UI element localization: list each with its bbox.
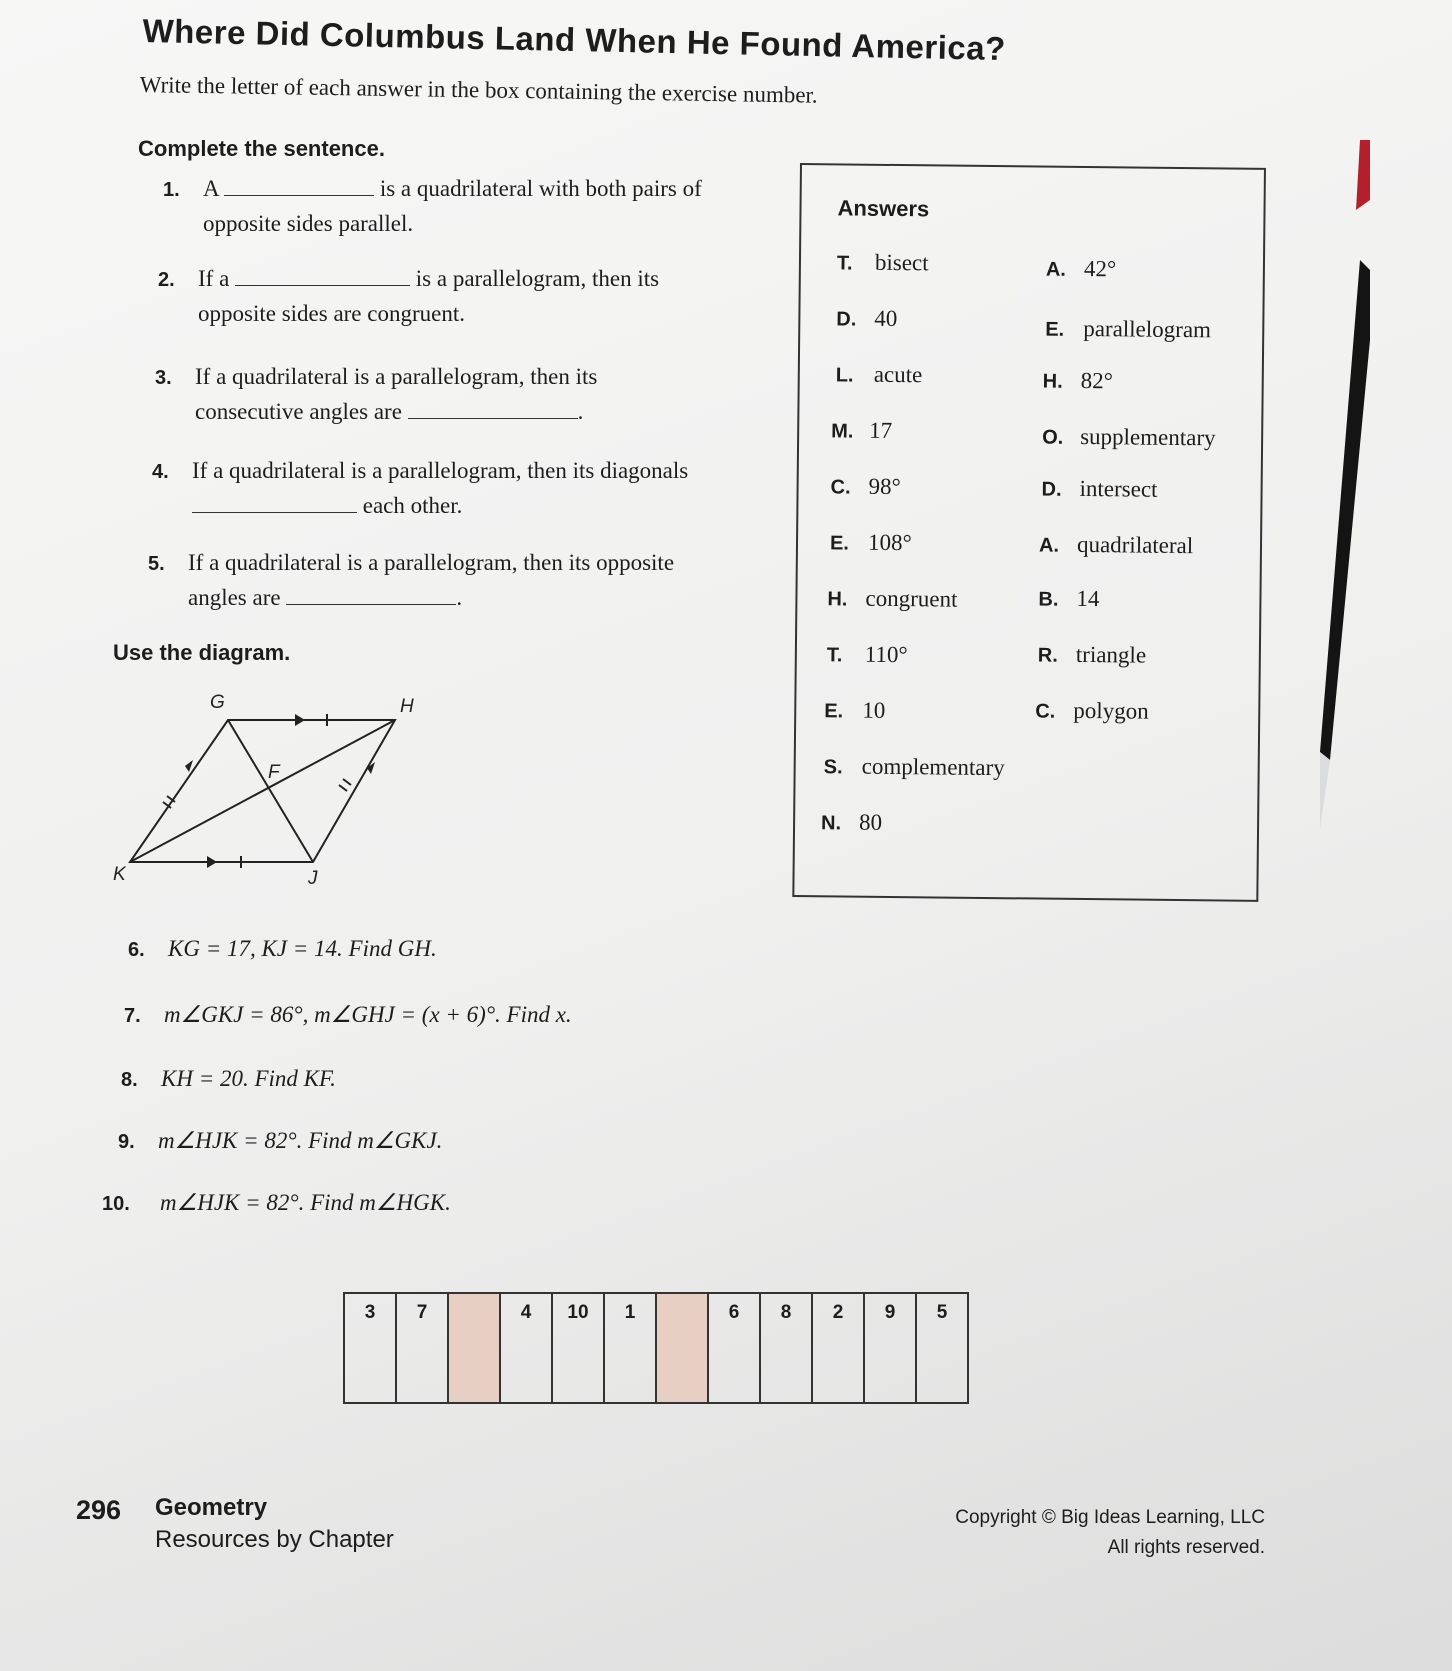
grid-cell[interactable]: 1 <box>604 1293 656 1403</box>
answer-option: T. 110° <box>826 641 908 668</box>
answer-blank <box>235 271 410 286</box>
grid-cell-shaded <box>656 1293 708 1403</box>
diagram-heading: Use the diagram. <box>113 640 291 665</box>
vertex-label-j: J <box>308 868 318 889</box>
question-3: 3. If a quadrilateral is a parallelogram, then its consecutive angles are . <box>155 360 597 429</box>
pen-icon <box>1320 140 1370 900</box>
answers-box <box>792 163 1266 902</box>
copyright: Copyright © Big Ideas Learning, LLC All rights reserved. <box>955 1507 1265 1558</box>
answer-option: O. supplementary <box>1042 423 1216 451</box>
question-1: 1. A is a quadrilateral with both pairs of opposite sides parallel. <box>163 172 702 241</box>
page-title: Where Did Columbus Land When He Found America? <box>142 12 1007 68</box>
exercise-8: 8. KH = 20. Find KF. <box>121 1066 336 1091</box>
grid-cell[interactable]: 2 <box>812 1293 864 1403</box>
grid-cell[interactable]: 6 <box>708 1293 760 1403</box>
answer-option: E. 10 <box>824 697 886 723</box>
answer-option: B. 14 <box>1038 585 1100 612</box>
exercise-6: 6. KG = 17, KJ = 14. Find GH. <box>128 936 437 961</box>
grid-cell[interactable]: 7 <box>396 1293 448 1403</box>
question-number: 2. <box>158 269 175 291</box>
grid-cell[interactable]: 4 <box>500 1293 552 1403</box>
parallel-arrow-icon <box>185 760 193 772</box>
question-number: 3. <box>155 367 172 389</box>
question-5: 5. If a quadrilateral is a parallelogram, then its opposite angles are . <box>148 546 674 615</box>
parallel-arrow-icon <box>207 856 217 868</box>
vertex-label-k: K <box>113 864 126 885</box>
tick-mark <box>343 779 351 785</box>
answer-option: D. intersect <box>1041 475 1158 502</box>
answer-grid <box>343 1292 969 1404</box>
answers-title: Answers <box>837 195 930 222</box>
grid-cell-shaded <box>448 1293 500 1403</box>
answer-option: M. 17 <box>831 417 893 443</box>
question-number: 5. <box>148 553 165 575</box>
answer-option: H. 82° <box>1042 367 1114 394</box>
grid-cell[interactable]: 9 <box>864 1293 916 1403</box>
answer-option: C. 98° <box>830 473 901 500</box>
answer-option: H. congruent <box>827 585 958 612</box>
diagonal-gj <box>228 720 313 862</box>
vertex-label-h: H <box>400 696 414 717</box>
answer-option: E. 108° <box>829 529 912 556</box>
answer-option: D. 40 <box>836 305 898 332</box>
answer-option: N. 80 <box>820 809 883 835</box>
question-number: 4. <box>152 461 169 483</box>
parallel-arrow-icon <box>367 762 375 774</box>
point-label-f: F <box>268 762 280 783</box>
answer-blank <box>286 590 456 605</box>
grid-cell[interactable]: 10 <box>552 1293 604 1403</box>
exercise-10: 10. m∠HJK = 82°. Find m∠HGK. <box>102 1190 451 1215</box>
answer-option: E. parallelogram <box>1045 315 1212 343</box>
diagonal-kh <box>130 720 395 862</box>
answer-blank <box>192 498 357 513</box>
book-title: Geometry <box>155 1494 268 1521</box>
answer-option: C. polygon <box>1035 697 1149 724</box>
book-subtitle: Resources by Chapter <box>155 1526 394 1553</box>
vertex-label-g: G <box>210 692 225 713</box>
grid-cell[interactable]: 3 <box>344 1293 396 1403</box>
answer-blank <box>408 404 578 419</box>
page-number: 296 <box>76 1495 122 1525</box>
answer-option: S. complementary <box>823 753 1005 781</box>
question-4: 4. If a quadrilateral is a parallelogram, then its diagonals each other. <box>152 454 688 523</box>
complete-heading: Complete the sentence. <box>138 136 385 161</box>
answer-option: A. quadrilateral <box>1038 531 1194 559</box>
parallelogram-diagram <box>105 690 435 890</box>
instructions: Write the letter of each answer in the box containing the exercise number. <box>139 72 818 108</box>
answer-option: T. bisect <box>836 249 929 276</box>
answer-blank <box>224 181 374 196</box>
exercise-7: 7. m∠GKJ = 86°, m∠GHJ = (x + 6)°. Find x. <box>124 1002 572 1027</box>
answer-option: R. triangle <box>1037 641 1147 668</box>
grid-cell[interactable]: 8 <box>760 1293 812 1403</box>
question-2: 2. If a is a parallelogram, then its opposite sides are congruent. <box>158 262 659 331</box>
exercise-9: 9. m∠HJK = 82°. Find m∠GKJ. <box>118 1128 443 1153</box>
grid-cell[interactable]: 5 <box>916 1293 968 1403</box>
answer-option: A. 42° <box>1045 255 1117 282</box>
parallel-arrow-icon <box>295 714 305 726</box>
question-number: 1. <box>163 179 180 201</box>
answer-option: L. acute <box>835 361 923 388</box>
tick-mark <box>339 785 347 791</box>
